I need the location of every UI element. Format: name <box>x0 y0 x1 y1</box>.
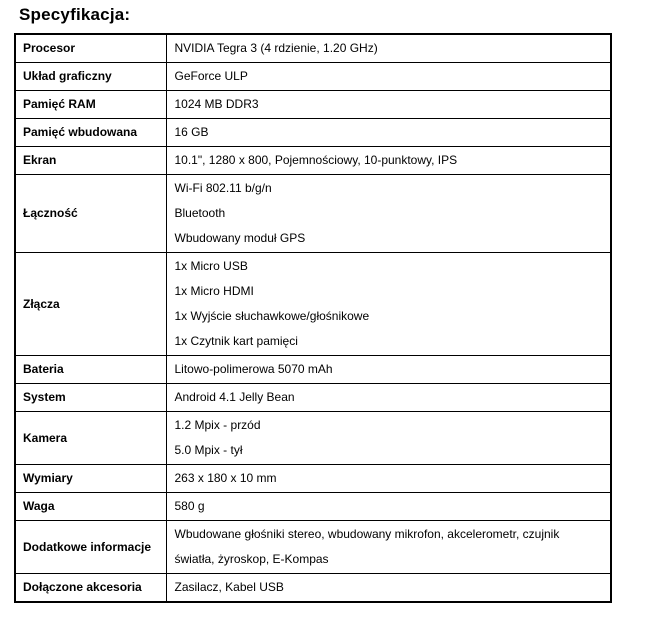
spec-value <box>166 493 611 521</box>
spec-label-text: Ekran <box>23 153 57 167</box>
spec-label <box>15 91 166 119</box>
spec-label <box>15 147 166 175</box>
page-title: Specyfikacja: <box>19 5 131 24</box>
spec-value <box>166 119 611 147</box>
spec-value-line: Zasilacz, Kabel USB <box>174 580 284 594</box>
spec-value <box>166 465 611 493</box>
table-row <box>15 384 611 412</box>
spec-label-text: System <box>23 390 66 404</box>
spec-value-line: NVIDIA Tegra 3 (4 rdzienie, 1.20 GHz) <box>174 41 378 55</box>
spec-value-line: Bluetooth <box>174 206 226 220</box>
spec-label <box>15 34 166 63</box>
table-row <box>15 253 611 356</box>
spec-value-line: 1x Czytnik kart pamięci <box>174 334 298 348</box>
spec-label-text: Łączność <box>23 206 78 220</box>
spec-value <box>166 63 611 91</box>
spec-value-line: Litowo-polimerowa 5070 mAh <box>174 362 333 376</box>
table-row <box>15 91 611 119</box>
spec-value-line: 580 g <box>174 499 205 513</box>
spec-label <box>15 412 166 465</box>
spec-value-line: 1.2 Mpix - przód <box>174 418 261 432</box>
spec-value-line: 1x Micro USB <box>174 259 248 273</box>
table-row <box>15 574 611 603</box>
spec-label <box>15 175 166 253</box>
spec-label <box>15 521 166 574</box>
spec-label-text: Kamera <box>23 430 68 445</box>
spec-value <box>166 175 611 253</box>
spec-value <box>166 147 611 175</box>
spec-value-line: Wbudowany moduł GPS <box>174 231 306 245</box>
spec-value-line: 10.1", 1280 x 800, Pojemnościowy, 10-punktowy, IPS <box>174 153 458 167</box>
spec-label <box>15 493 166 521</box>
spec-value <box>166 412 611 465</box>
table-row <box>15 119 611 147</box>
spec-value-line: 16 GB <box>174 125 209 139</box>
spec-label <box>15 253 166 356</box>
spec-value-line: Wbudowane głośniki stereo, wbudowany mikrofon, akcelerometr, czujnik światła, żyroskop, E-Kompas <box>174 527 560 566</box>
spec-label-text: Dodatkowe informacje <box>23 539 152 554</box>
spec-label <box>15 356 166 384</box>
spec-label <box>15 119 166 147</box>
spec-value-line: 263 x 180 x 10 mm <box>174 471 277 485</box>
spec-value-line: Android 4.1 Jelly Bean <box>174 390 295 404</box>
spec-value <box>166 34 611 63</box>
spec-value-line: GeForce ULP <box>174 69 248 83</box>
table-row <box>15 34 611 63</box>
spec-label <box>15 63 166 91</box>
spec-value-line: Wi-Fi 802.11 b/g/n <box>174 181 272 195</box>
spec-label-text: Układ graficzny <box>23 69 112 83</box>
table-row <box>15 412 611 465</box>
spec-value-line: 1x Micro HDMI <box>174 284 254 298</box>
spec-label-text: Pamięć RAM <box>23 97 96 111</box>
table-row <box>15 175 611 253</box>
spec-label-text: Dołączone akcesoria <box>23 580 142 594</box>
spec-label-text: Waga <box>23 499 55 513</box>
spec-value <box>166 91 611 119</box>
spec-value <box>166 356 611 384</box>
table-row <box>15 63 611 91</box>
table-row <box>15 465 611 493</box>
spec-label-text: Procesor <box>23 41 76 55</box>
spec-value-line: 1024 MB DDR3 <box>174 97 259 111</box>
spec-value-line: 1x Wyjście słuchawkowe/głośnikowe <box>174 309 370 323</box>
spec-value <box>166 384 611 412</box>
spec-value <box>166 521 611 574</box>
spec-table-body <box>15 34 611 602</box>
table-row <box>15 356 611 384</box>
table-row <box>15 521 611 574</box>
spec-label <box>15 384 166 412</box>
spec-value-line: 5.0 Mpix - tył <box>174 443 243 457</box>
spec-label-text: Wymiary <box>23 471 73 485</box>
spec-value <box>166 574 611 603</box>
spec-label <box>15 465 166 493</box>
spec-label <box>15 574 166 603</box>
specification-table <box>14 33 612 603</box>
table-row <box>15 493 611 521</box>
spec-label-text: Pamięć wbudowana <box>23 125 138 139</box>
table-row <box>15 147 611 175</box>
spec-value <box>166 253 611 356</box>
spec-label-text: Bateria <box>23 362 64 376</box>
spec-label-text: Złącza <box>23 296 60 311</box>
